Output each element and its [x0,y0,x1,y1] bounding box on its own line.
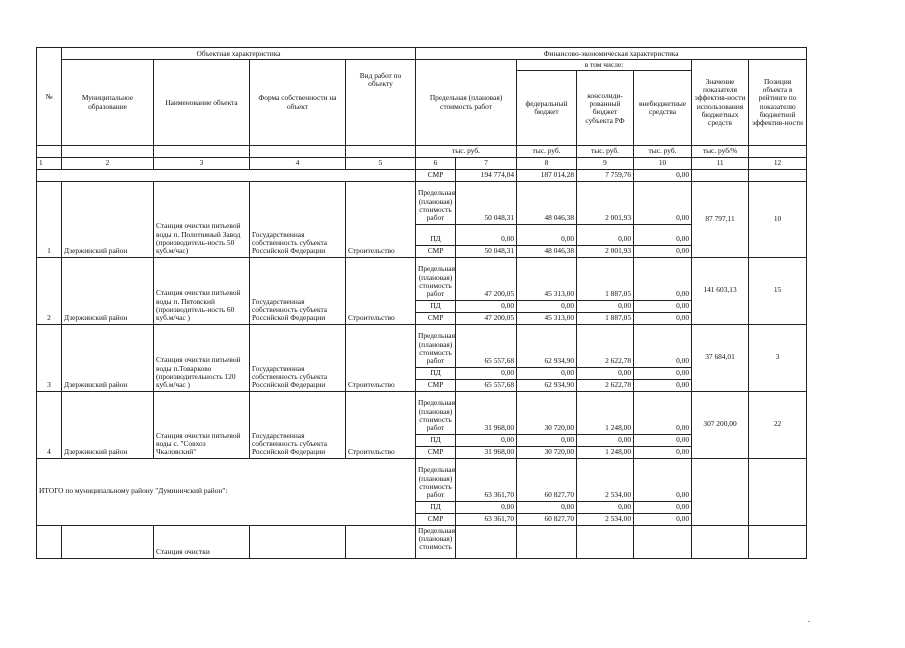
federal-value: 45 313,00 [517,257,577,300]
federal-value: 0,00 [517,224,577,245]
regional-value: 1 887,05 [577,257,634,300]
total-value: 0,00 [456,367,517,379]
extra-value: 0,00 [634,434,692,446]
regional-value: 2 001,93 [577,245,634,257]
federal-value: 48 046,38 [517,245,577,257]
table-row [37,181,807,224]
extra-value: 0,00 [634,169,692,181]
regional-value: 7 759,76 [577,169,634,181]
financial-table [36,47,807,559]
pd-label: ПД [416,367,456,379]
federal-value: 0,00 [517,434,577,446]
rank-value: 10 [749,181,807,257]
extra-value: 0,00 [634,324,692,367]
federal-value: 60 827,70 [517,513,577,525]
smr-label: СМР [416,513,456,525]
district-cell: Дзержинский район [62,391,154,458]
total-value: 194 774,04 [456,169,517,181]
total-value: 63 361,70 [456,513,517,525]
row-number: 2 [37,257,62,324]
planned-label: Предельная (плановая) стоимость работ [416,181,456,224]
extrabudget-header: внебюджетные средства [634,71,692,146]
total-value: 63 361,70 [456,458,517,501]
work-type-cell: Строительство [346,324,416,391]
row-number: 4 [37,391,62,458]
col-number: 4 [250,157,346,169]
total-value: 47 200,05 [456,312,517,324]
unit-rub: тыс. руб. [517,146,577,157]
work-type-header: Вид работ по объекту [346,60,416,146]
federal-value: 30 720,00 [517,391,577,434]
extra-value: 0,00 [634,446,692,458]
total-value: 0,00 [456,224,517,245]
row-number: 1 [37,181,62,257]
efficiency-header: Значение показателя эффектив-ности использования бюджетных средств [692,60,749,146]
header-row-2 [37,60,807,71]
regional-value: 1 887,05 [577,312,634,324]
col-number: 10 [634,157,692,169]
col-number: 7 [456,157,517,169]
total-value: 0,00 [456,434,517,446]
rank-value: 15 [749,257,807,324]
ownership-header: Форма собственности на объект [250,60,346,146]
object-name-cell: Станция очистки питьевой воды п.Товарково (производительность 120 куб.м/час ) [154,324,250,391]
work-type-cell: Строительство [346,391,416,458]
fin-char-header: Финансово-экономическая характеристика [416,48,807,60]
federal-value: 62 934,90 [517,379,577,391]
summary-row [37,169,807,181]
pd-label: ПД [416,300,456,312]
consolidated-header: консолиди-рованный бюджет субъекта РФ [577,71,634,146]
extra-value: 0,00 [634,300,692,312]
page-bottom-margin [0,568,905,648]
district-cell: Дзержинский район [62,181,154,257]
column-number-row [37,157,807,169]
planned-cost-header: Предельная (плановая) стоимость работ [416,60,517,146]
regional-value: 0,00 [577,300,634,312]
total-value: 0,00 [456,300,517,312]
regional-value: 2 001,93 [577,181,634,224]
col-number: 9 [577,157,634,169]
total-value: 65 557,68 [456,379,517,391]
federal-value: 187 014,28 [517,169,577,181]
total-value: 0,00 [456,501,517,513]
total-value: 31 968,00 [456,391,517,434]
table-row [37,257,807,300]
col-number: 12 [749,157,807,169]
regional-value: 0,00 [577,367,634,379]
smr-label: СМР [416,245,456,257]
rating-header: Позиция объекта в рейтинге по показателю бюджетной эффектив-ности [749,60,807,146]
district-cell: Дзержинский район [62,257,154,324]
extra-value: 0,00 [634,501,692,513]
extra-value: 0,00 [634,379,692,391]
regional-value: 1 248,00 [577,391,634,434]
pd-label: ПД [416,434,456,446]
ownership-cell: Государственная собственность субъекта Российской Федерации [250,181,346,257]
ownership-cell: Государственная собственность субъекта Российской Федерации [250,324,346,391]
regional-value: 2 622,78 [577,324,634,367]
extra-value: 0,00 [634,458,692,501]
rank-value: 22 [749,391,807,458]
regional-value: 1 248,00 [577,446,634,458]
smr-label: СМР [416,169,456,181]
regional-value: 2 534,00 [577,513,634,525]
federal-value: 62 934,90 [517,324,577,367]
unit-row [37,146,807,157]
extra-value: 0,00 [634,367,692,379]
including-header: в том числе: [517,60,692,71]
regional-value: 0,00 [577,434,634,446]
col-number: 8 [517,157,577,169]
extra-value: 0,00 [634,513,692,525]
planned-label: Предельная (плановая) стоимость работ [416,257,456,300]
object-name-cell: Станция очистки питьевой воды с. "Совхоз Чкаловский" [154,391,250,458]
smr-label: СМР [416,312,456,324]
col-number: 2 [62,157,154,169]
total-value: 50 048,31 [456,245,517,257]
object-name-cell: Станция очистки питьевой воды п. Пятовский (производитель-ность 60 куб.м/час ) [154,257,250,324]
row-number: 3 [37,324,62,391]
object-name-cell: Станция очистки [154,525,250,558]
work-type-cell: Строительство [346,257,416,324]
total-value: 50 048,31 [456,181,517,224]
unit-rub-pct: тыс. руб/% [692,146,749,157]
table-row [37,525,807,558]
extra-value: 0,00 [634,224,692,245]
object-char-header: Объектная характеристика [62,48,416,60]
federal-value: 60 827,70 [517,458,577,501]
efficiency-value: 87 797,11 [692,181,749,257]
table-row [37,324,807,367]
municipality-header: Муниципальное образование [62,60,154,146]
object-name-header: Наименование объекта [154,60,250,146]
col-no-header: № [37,48,62,146]
federal-value: 30 720,00 [517,446,577,458]
ownership-cell: Государственная собственность субъекта Российской Федерации [250,391,346,458]
table-row [37,391,807,434]
total-value: 47 200,05 [456,257,517,300]
regional-value: 2 534,00 [577,458,634,501]
rank-value: 3 [749,324,807,391]
district-cell: Дзержинский район [62,324,154,391]
smr-label: СМР [416,446,456,458]
unit-rub: тыс. руб. [577,146,634,157]
extra-value: 0,00 [634,245,692,257]
federal-value: 0,00 [517,501,577,513]
efficiency-value: 37 684,01 [692,324,749,391]
pd-label: ПД [416,224,456,245]
col-number: 6 [416,157,456,169]
total-value: 31 968,00 [456,446,517,458]
total-row [37,458,807,501]
col-number: 11 [692,157,749,169]
federal-value: 45 313,00 [517,312,577,324]
efficiency-value: 141 603,13 [692,257,749,324]
federal-value: 0,00 [517,300,577,312]
federal-value: 0,00 [517,367,577,379]
object-name-cell: Станция очистки питьевой воды п. Полотняный Завод (производитель-ность 50 куб.м/час) [154,181,250,257]
planned-label: Предельная (плановая) стоимость работ [416,324,456,367]
planned-label: Предельная (плановая) стоимость [416,525,456,558]
pd-label: ПД [416,501,456,513]
total-label: ИТОГО по муниципальному району "Думиничский район": [37,458,416,525]
extra-value: 0,00 [634,257,692,300]
header-row-1 [37,48,807,60]
extra-value: 0,00 [634,181,692,224]
scan-speck [808,621,810,622]
col-number: 1 [37,157,62,169]
regional-value: 0,00 [577,224,634,245]
total-value: 65 557,68 [456,324,517,367]
unit-rub: тыс. руб. [634,146,692,157]
efficiency-value: 307 200,00 [692,391,749,458]
planned-label: Предельная (плановая) стоимость работ [416,458,456,501]
federal-header: федеральный бюджет [517,71,577,146]
col-number: 5 [346,157,416,169]
smr-label: СМР [416,379,456,391]
federal-value: 48 046,38 [517,181,577,224]
col-number: 3 [154,157,250,169]
work-type-cell: Строительство [346,181,416,257]
extra-value: 0,00 [634,391,692,434]
unit-rub: тыс. руб. [416,146,517,157]
regional-value: 0,00 [577,501,634,513]
ownership-cell: Государственная собственность субъекта Российской Федерации [250,257,346,324]
planned-label: Предельная (плановая) стоимость работ [416,391,456,434]
regional-value: 2 622,78 [577,379,634,391]
extra-value: 0,00 [634,312,692,324]
